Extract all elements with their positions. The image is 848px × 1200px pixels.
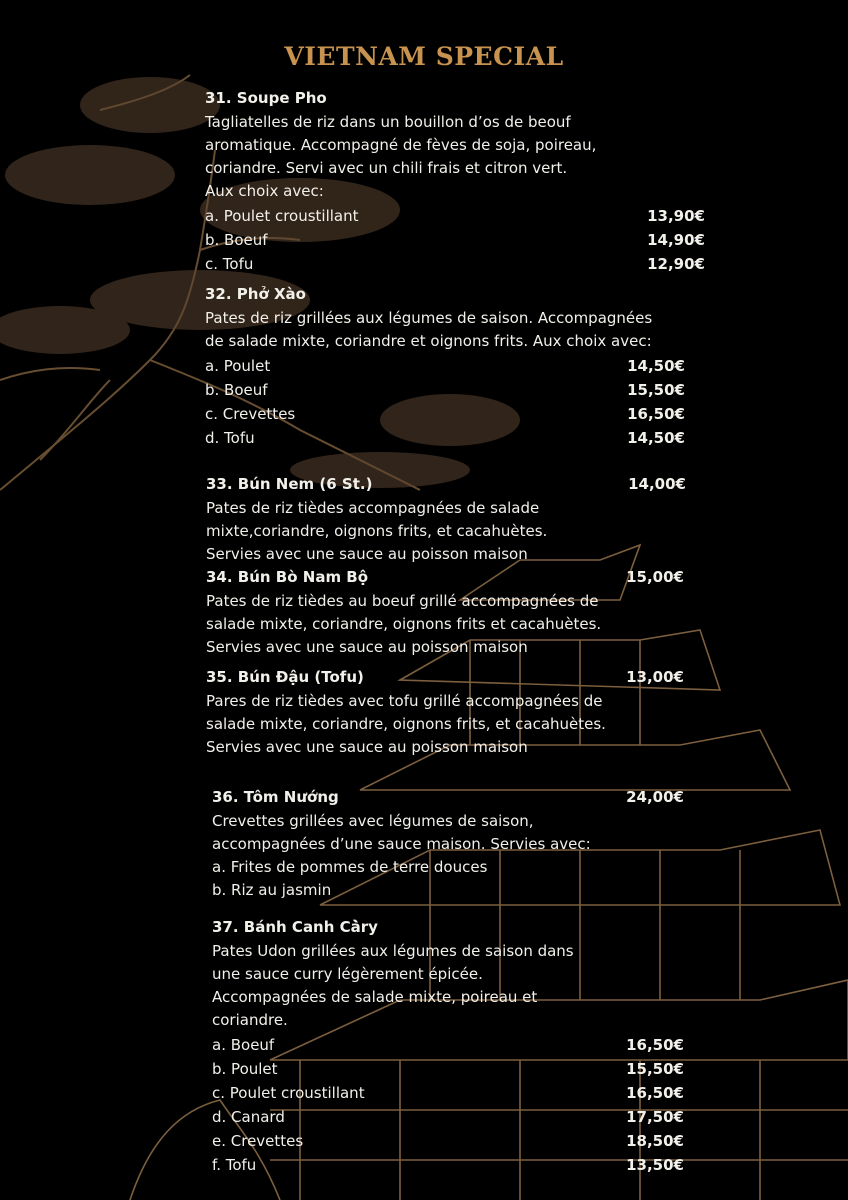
option-price: 13,90€: [647, 207, 705, 225]
option-label: a. Boeuf: [212, 1036, 275, 1054]
option-row: [212, 1081, 684, 1105]
item-name: 34. Bún Bò Nam Bộ: [206, 568, 369, 586]
option-row: [205, 252, 705, 276]
option-price: 14,90€: [647, 231, 705, 249]
option-label: d. Tofu: [205, 429, 255, 447]
option-price: 16,50€: [627, 405, 685, 423]
item-description: Tagliatelles de riz dans un bouillon d’os de beouf aromatique. Accompagné de fèves de soja, poireau, coriandre. Servi avec un chili frais et citron vert. Aux choix avec:: [205, 113, 597, 200]
item-options: [205, 354, 685, 450]
option-price: 16,50€: [626, 1036, 684, 1054]
option-price: 15,50€: [626, 1060, 684, 1078]
option-label: a. Poulet: [205, 357, 271, 375]
item-options: [205, 204, 705, 276]
option-row: [212, 1105, 684, 1129]
menu-item: [212, 917, 684, 1177]
option-label: c. Poulet croustillant: [212, 1084, 365, 1102]
option-row: [212, 1033, 684, 1057]
item-description: Crevettes grillées avec légumes de saison, accompagnées d’une sauce maison. Servies avec: a. Frites de pommes de terre douces b. Riz au jasmin: [212, 812, 591, 899]
menu-item: [206, 667, 684, 759]
option-row: [205, 204, 705, 228]
option-row: [205, 228, 705, 252]
option-price: 12,90€: [647, 255, 705, 273]
option-row: [205, 354, 685, 378]
item-description: Pares de riz tièdes avec tofu grillé accompagnées de salade mixte, coriandre, oignons frits, et cacahuètes. Servies avec une sauce au poisson maison: [206, 692, 606, 756]
option-label: b. Boeuf: [205, 381, 268, 399]
menu-item: [205, 88, 705, 276]
option-label: a. Poulet croustillant: [205, 207, 359, 225]
menu-item: [206, 474, 686, 566]
option-price: 17,50€: [626, 1108, 684, 1126]
option-row: [212, 1129, 684, 1153]
option-price: 14,50€: [627, 357, 685, 375]
option-price: 13,50€: [626, 1156, 684, 1174]
option-label: e. Crevettes: [212, 1132, 304, 1150]
item-price: 14,00€: [628, 475, 686, 493]
item-price: 15,00€: [626, 568, 684, 586]
item-name: 31. Soupe Pho: [205, 89, 327, 107]
option-price: 16,50€: [626, 1084, 684, 1102]
option-price: 14,50€: [627, 429, 685, 447]
item-description: Pates de riz grillées aux légumes de saison. Accompagnées de salade mixte, coriandre et oignons frits. Aux choix avec:: [205, 309, 653, 350]
item-name: 33. Bún Nem (6 St.): [206, 475, 373, 493]
item-price: 13,00€: [626, 668, 684, 686]
option-row: [212, 1153, 684, 1177]
option-label: d. Canard: [212, 1108, 285, 1126]
option-label: c. Crevettes: [205, 405, 296, 423]
menu-item: [212, 787, 684, 902]
item-name: 37. Bánh Canh Cà̀ry: [212, 918, 378, 936]
item-name: 35. Bún Đậu (Tofu): [206, 668, 364, 686]
option-row: [205, 378, 685, 402]
item-options: [212, 1033, 684, 1177]
page-title: VIETNAM SPECIAL: [284, 42, 564, 71]
option-price: 15,50€: [627, 381, 685, 399]
item-description: Pates Udon grillées aux légumes de saison dans une sauce curry légèrement épicée. Accompagnées de salade mixte, poireau et coriandre.: [212, 942, 574, 1029]
option-row: [205, 426, 685, 450]
option-label: f. Tofu: [212, 1156, 257, 1174]
option-row: [212, 1057, 684, 1081]
option-price: 18,50€: [626, 1132, 684, 1150]
item-price: 24,00€: [626, 788, 684, 806]
option-label: b. Poulet: [212, 1060, 278, 1078]
option-row: [205, 402, 685, 426]
menu-item: [206, 567, 684, 659]
option-label: b. Boeuf: [205, 231, 268, 249]
item-name: 36. Tôm Nướng: [212, 788, 339, 806]
menu-item: [205, 284, 685, 450]
item-name: 32. Phở Xào: [205, 285, 306, 303]
item-description: Pates de riz tièdes accompagnées de salade mixte,coriandre, oignons frits, et cacahuètes. Servies avec une sauce au poisson maison: [206, 499, 548, 563]
item-description: Pates de riz tièdes au boeuf grillé accompagnées de salade mixte, coriandre, oignons frits et cacahuètes. Servies avec une sauce au poisson maison: [206, 592, 602, 656]
option-label: c. Tofu: [205, 255, 254, 273]
